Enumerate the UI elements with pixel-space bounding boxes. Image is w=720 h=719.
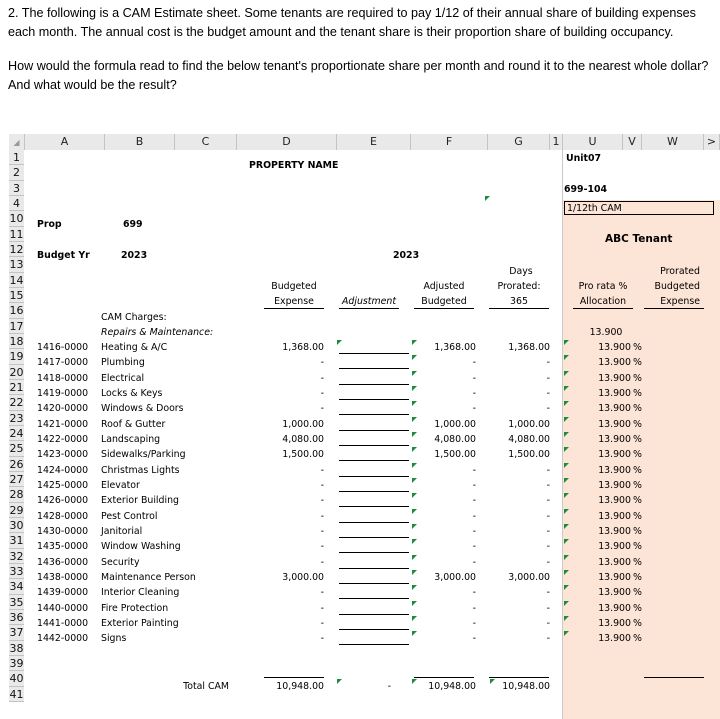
adjusted-budgeted[interactable]: - [472,464,476,476]
expense-name[interactable]: Landscaping [101,433,161,445]
cell-error-indicator [564,371,569,376]
cell-error-indicator [564,463,569,468]
expense-name[interactable]: Locks & Keys [101,387,163,399]
prorata-pct[interactable]: 13.900 [598,479,631,491]
budgeted-expense[interactable]: - [320,387,324,399]
adjusted-budgeted[interactable]: - [472,587,476,599]
budgeted-expense[interactable]: - [320,525,324,537]
budgeted-expense[interactable]: - [320,403,324,415]
prorata-pct[interactable]: 13.900 [598,510,631,522]
adjusted-budgeted[interactable]: - [472,387,476,399]
row-number[interactable]: 32 [9,549,24,563]
expense-name[interactable]: Windows & Doors [101,403,184,415]
unit-cell[interactable]: Unit07 [566,153,602,164]
prorata-pct[interactable]: 13.900 [598,342,631,353]
adjustment-cell-line [339,414,409,415]
row-number[interactable]: 27 [9,472,24,486]
row-number[interactable]: 2 [9,165,24,180]
adjusted-budgeted[interactable]: - [472,602,476,614]
prorata-pct[interactable]: 13.900 [598,587,631,599]
days-prorated[interactable]: 4,080.00 [508,433,550,445]
budgeted-expense[interactable]: 1,368.00 [282,342,324,353]
corner-cell[interactable]: ◢ [9,134,25,150]
row-number[interactable]: 36 [9,610,24,624]
column-header-u[interactable]: U [563,134,623,150]
expense-name[interactable]: Signs [101,633,127,645]
row-number[interactable]: 23 [9,411,24,425]
days-prorated[interactable]: 3,000.00 [508,571,550,583]
prorata-pct[interactable]: 13.900 [598,541,631,553]
adjusted-budgeted[interactable]: - [472,479,476,491]
gl-code[interactable]: 1428-0000 [37,510,89,522]
days-prorated[interactable]: - [546,403,550,415]
gl-code[interactable]: 1442-0000 [37,633,89,645]
column-header-e[interactable]: E [337,134,411,150]
row-number[interactable]: 38 [9,641,24,655]
total-d[interactable]: 10,948.00 [276,681,324,692]
cell-error-indicator [564,417,569,422]
adjusted-header: Adjusted [423,281,465,292]
expense-name[interactable]: Janitorial [101,525,143,537]
prorata-pct-sign: % [633,541,642,553]
column-header-a[interactable]: A [25,134,105,150]
header-underline-d [264,308,324,309]
column-header-more[interactable]: > [704,134,720,150]
cam-charges-label: CAM Charges: [101,312,167,323]
row-number[interactable]: 30 [9,518,24,532]
row-number[interactable]: 28 [9,488,24,502]
row-number[interactable]: 15 [9,288,24,302]
adjustment-cell-line [339,445,409,446]
expense-name[interactable]: Exterior Painting [101,617,179,629]
adjustment-cell-line [339,629,409,630]
cell-error-indicator [564,539,569,544]
row-number[interactable]: 29 [9,503,24,517]
days-prorated[interactable]: 1,000.00 [508,418,550,430]
tenant-name[interactable]: ABC Tenant [605,233,673,245]
cell-error-indicator [412,386,417,391]
adjusted-budgeted[interactable]: - [472,495,476,507]
prorata-pct-sign: % [633,633,642,645]
prorata-pct[interactable]: 13.900 [598,571,631,583]
prorata-pct-sign: % [633,571,642,583]
budgeted-expense[interactable]: - [320,495,324,507]
prorata-pct-sign: % [633,556,642,568]
prorata-pct[interactable]: 13.900 [598,449,631,461]
row-number[interactable]: 22 [9,396,24,410]
days-prorated[interactable]: - [546,464,550,476]
column-header-w[interactable]: W [642,134,704,150]
row-number[interactable]: 24 [9,426,24,440]
prorata-pct-sign: % [633,418,642,430]
cell-error-indicator [412,601,417,606]
total-line-g [489,677,549,678]
row-number[interactable]: 3 [9,181,24,196]
prorated-header: Prorated: [497,281,541,292]
adjusted-budgeted[interactable]: - [472,633,476,645]
adjustment-cell-line [339,568,409,569]
row-number[interactable]: 34 [9,580,24,594]
gl-code[interactable]: 1426-0000 [37,495,89,507]
cell-error-indicator [412,524,417,529]
question-paragraph-1: 2. The following is a CAM Estimate sheet. Some tenants are required to pay 1/12 of their annual share of building expenses each month. The annual cost is the budget amount and the tenant share is their proportion share of building occupancy. [8,6,696,39]
row-number[interactable]: 37 [9,626,24,640]
row-number[interactable]: 18 [9,334,24,348]
cell-error-indicator [564,355,569,360]
days-value[interactable]: 365 [510,296,528,307]
days-header: Days [509,266,533,277]
prorata-pct[interactable]: 13.900 [598,357,631,369]
prorata-pct[interactable]: 13.900 [598,433,631,445]
prorata-pct-sign: % [633,510,642,522]
cell-error-indicator [412,570,417,575]
expense-name[interactable]: Electrical [101,372,145,384]
expense-name[interactable]: Fire Protection [101,602,169,614]
expense-name[interactable]: Exterior Building [101,495,179,507]
column-header-b[interactable]: B [105,134,175,150]
cam-label-cell[interactable]: 1/12th CAM [564,201,714,215]
column-header-c[interactable]: C [175,134,237,150]
cell-error-indicator [412,509,417,514]
adjusted-budgeted[interactable]: - [472,525,476,537]
cell-error-indicator [412,371,417,376]
gl-code[interactable]: 1416-0000 [37,342,89,353]
days-prorated[interactable]: - [546,602,550,614]
budgeted-expense[interactable]: 4,080.00 [282,433,324,445]
adjustment-cell-line [339,537,409,538]
total-line-w [644,677,704,678]
prorata-pct-sign: % [633,357,642,369]
prorata-header: Pro rata % [578,281,628,292]
days-prorated[interactable]: - [546,372,550,384]
days-prorated[interactable]: 1,368.00 [508,342,550,353]
total-line-f [414,677,474,678]
gl-code[interactable]: 1425-0000 [37,479,89,491]
adjustment-cell-line [339,598,409,599]
adjustment-cell-line [339,644,409,645]
cell-error-indicator [412,493,417,498]
adjustment-cell-line [339,522,409,523]
row-number[interactable]: 11 [9,227,24,241]
sheet-separator-g [562,150,563,719]
days-prorated[interactable]: - [546,357,550,369]
adjustment-cell-line [339,384,409,385]
cell-error-indicator [564,478,569,483]
adjustment-cell-line [339,614,409,615]
adjustment-cell-line [339,460,409,461]
expense-name[interactable]: Heating & A/C [101,342,168,353]
adjusted-budgeted[interactable]: 1,368.00 [434,342,476,353]
gl-code[interactable]: 1422-0000 [37,433,89,445]
prorata-pct-sign: % [633,479,642,491]
cell-error-indicator [564,570,569,575]
row-number[interactable]: 21 [9,380,24,394]
cell-error-indicator [564,601,569,606]
gl-code[interactable]: 1424-0000 [37,464,89,476]
expense-name[interactable]: Roof & Gutter [101,418,166,430]
expense-name[interactable]: Elevator [101,479,140,491]
prorata-pct[interactable]: 13.900 [598,495,631,507]
adjusted-budgeted[interactable]: 1,000.00 [434,418,476,430]
year-header: 2023 [393,250,420,261]
prorata-pct[interactable]: 13.900 [598,387,631,399]
prorata-pct-sign: % [633,342,642,353]
column-header-1[interactable]: 1 [550,134,563,150]
budgeted-expense[interactable]: - [320,479,324,491]
row-number[interactable]: 25 [9,442,24,456]
row-number[interactable]: 20 [9,365,24,379]
cell-error-indicator [564,524,569,529]
row-number[interactable]: 35 [9,595,24,609]
budgeted-expense[interactable]: 1,000.00 [282,418,324,430]
prorata-pct[interactable]: 13.900 [598,418,631,430]
budgeted-expense[interactable]: - [320,587,324,599]
expense-header: Expense [274,296,314,307]
days-prorated[interactable]: 1,500.00 [508,449,550,461]
prorata-pct-sign: % [633,587,642,599]
row-number[interactable]: 33 [9,564,24,578]
prorata-pct-sign: % [633,464,642,476]
prorata-pct-sign: % [633,387,642,399]
expense-name[interactable]: Security [101,556,140,568]
prorata-pct-sign: % [633,602,642,614]
cell-error-indicator [412,463,417,468]
adjusted-budgeted[interactable]: 3,000.00 [434,571,476,583]
row-number[interactable]: 17 [9,319,24,333]
row-number[interactable]: 4 [9,196,24,211]
cell-error-indicator [337,340,342,345]
cell-error-indicator [412,355,417,360]
adjusted-budgeted[interactable]: - [472,510,476,522]
budgeted-expense[interactable]: - [320,357,324,369]
adjusted-budgeted[interactable]: - [472,403,476,415]
cell-error-indicator [412,432,417,437]
row-number[interactable]: 14 [9,273,24,287]
budgeted-expense[interactable]: - [320,464,324,476]
adjusted-budgeted[interactable]: - [472,617,476,629]
days-prorated[interactable]: - [546,387,550,399]
cam-spreadsheet [9,134,720,719]
total-e[interactable]: - [387,681,391,692]
header-underline-g [489,308,549,309]
gl-code[interactable]: 1436-0000 [37,556,89,568]
gl-code[interactable]: 1421-0000 [37,418,89,430]
total-f[interactable]: 10,948.00 [428,681,476,692]
cell-error-indicator [412,401,417,406]
prorata-pct-sign: % [633,495,642,507]
cell-error-indicator [564,509,569,514]
days-prorated[interactable]: - [546,556,550,568]
days-prorated[interactable]: - [546,541,550,553]
header-underline-e [339,308,399,309]
adjusted-budgeted[interactable]: 1,500.00 [434,449,476,461]
adjustment-cell-line [339,353,409,354]
adjustment-cell-line [339,476,409,477]
prorata-pct-sign: % [633,403,642,415]
days-prorated[interactable]: - [546,510,550,522]
cell-error-indicator [412,585,417,590]
prorata-pct[interactable]: 13.900 [598,525,631,537]
header-underline-w [644,308,704,309]
adjusted-budgeted[interactable]: - [472,372,476,384]
row-number[interactable]: 1 [9,150,24,165]
prorata-pct-sign: % [633,372,642,384]
cell-error-indicator [485,196,490,201]
prorata-pct[interactable]: 13.900 [598,633,631,645]
prorata-pct[interactable]: 13.900 [598,602,631,614]
prorata-pct[interactable]: 13.900 [598,464,631,476]
adjustment-cell-line [339,399,409,400]
cell-error-indicator [412,616,417,621]
budgeted-expense[interactable]: - [320,510,324,522]
budgeted-expense[interactable]: 1,500.00 [282,449,324,461]
gl-code[interactable]: 1440-0000 [37,602,89,614]
row-number[interactable]: 41 [9,687,24,701]
days-prorated[interactable]: - [546,617,550,629]
adjusted-budgeted[interactable]: - [472,556,476,568]
days-prorated[interactable]: - [546,525,550,537]
gl-code[interactable]: 1430-0000 [37,525,89,537]
adjustment-cell-line [339,368,409,369]
column-header-v[interactable]: V [623,134,642,150]
allocation-header: Allocation [579,296,627,307]
adjustment-cell-line [339,583,409,584]
expense-name[interactable]: Maintenance Person [101,571,196,583]
budgeted-expense[interactable]: - [320,602,324,614]
question-paragraph-2: How would the formula read to find the below tenant's proportionate share per month and round it to the nearest whole dollar? And what would be the result? [8,59,709,92]
cell-error-indicator [564,432,569,437]
adjustment-cell-line [339,506,409,507]
budgeted-expense[interactable]: - [320,556,324,568]
expense-name[interactable]: Window Washing [101,541,181,553]
total-label: Total CAM [183,681,229,692]
repairs-label: Repairs & Maintenance: [101,327,214,338]
total-line-d [264,677,324,678]
adjusted-budgeted-header: Budgeted [421,296,467,307]
gl-code[interactable]: 1438-0000 [37,571,89,583]
expense-header-r: Expense [660,296,700,307]
gl-code[interactable]: 1417-0000 [37,357,89,369]
prorata-pct[interactable]: 13.900 [598,617,631,629]
row-number[interactable]: 31 [9,534,24,548]
unit-code-cell[interactable]: 699-104 [564,184,608,195]
cell-error-indicator [412,539,417,544]
gl-code[interactable]: 1423-0000 [37,449,89,461]
row-number[interactable]: 39 [9,656,24,670]
total-g[interactable]: 10,948.00 [502,681,550,692]
cell-error-indicator [412,417,417,422]
row-number[interactable]: 40 [9,672,24,686]
prorata-pct[interactable]: 13.900 [598,556,631,568]
column-header-g[interactable]: G [488,134,550,150]
budgeted-expense[interactable]: - [320,372,324,384]
prorata-pct-sign: % [633,433,642,445]
prorata-pct-sign: % [633,449,642,461]
first-pct[interactable]: 13.900 [589,327,623,338]
budgeted-header: Budgeted [271,281,317,292]
budgeted-expense[interactable]: - [320,541,324,553]
prorata-pct[interactable]: 13.900 [598,403,631,415]
adjusted-budgeted[interactable]: - [472,541,476,553]
gl-code[interactable]: 1441-0000 [37,617,89,629]
cell-error-indicator [564,555,569,560]
expense-name[interactable]: Plumbing [101,357,145,369]
row-number[interactable]: 12 [9,242,24,256]
row-number[interactable]: 19 [9,350,24,364]
days-prorated[interactable]: - [546,495,550,507]
prorata-pct[interactable]: 13.900 [598,372,631,384]
budgeted-expense[interactable]: 3,000.00 [282,571,324,583]
budget-yr-value[interactable]: 2023 [121,250,148,261]
prop-value[interactable]: 699 [123,219,143,230]
budgeted-expense[interactable]: - [320,617,324,629]
cell-error-indicator [412,447,417,452]
days-prorated[interactable]: - [546,479,550,491]
days-prorated[interactable]: - [546,587,550,599]
column-header-f[interactable]: F [411,134,488,150]
expense-name[interactable]: Christmas Lights [101,464,180,476]
row-number[interactable]: 26 [9,457,24,471]
gl-code[interactable]: 1435-0000 [37,541,89,553]
cell-error-indicator [564,631,569,636]
adjusted-budgeted[interactable]: - [472,357,476,369]
cell-error-indicator [412,631,417,636]
adjustment-header: Adjustment [342,296,396,307]
question-text [8,4,714,95]
adjusted-budgeted[interactable]: 4,080.00 [434,433,476,445]
cell-error-indicator [412,340,417,345]
header-underline-f [414,308,474,309]
row-number[interactable]: 10 [9,212,24,226]
cell-error-indicator [564,585,569,590]
cell-error-indicator [564,401,569,406]
row-number[interactable]: 16 [9,304,24,318]
prorated-header-r: Prorated [660,266,700,277]
gl-code[interactable]: 1419-0000 [37,387,89,399]
gl-code[interactable]: 1439-0000 [37,587,89,599]
budgeted-header-r: Budgeted [654,281,700,292]
cell-error-indicator [564,386,569,391]
adjustment-cell-line [339,552,409,553]
cell-error-indicator [564,340,569,345]
adjustment-cell-line [339,491,409,492]
prop-label: Prop [37,219,62,230]
days-prorated[interactable]: - [546,633,550,645]
property-name-cell[interactable]: PROPERTY NAME [249,160,339,171]
column-header-d[interactable]: D [237,134,337,150]
expense-name[interactable]: Sidewalks/Parking [101,449,186,461]
cell-error-indicator [564,493,569,498]
gl-code[interactable]: 1420-0000 [37,403,89,415]
cell-error-indicator [564,616,569,621]
budget-yr-label: Budget Yr [37,250,90,261]
header-underline-u [573,308,633,309]
row-number[interactable]: 13 [9,258,24,272]
expense-name[interactable]: Pest Control [101,510,158,522]
prorata-pct-sign: % [633,525,642,537]
cell-error-indicator [412,478,417,483]
cell-error-indicator [412,555,417,560]
budgeted-expense[interactable]: - [320,633,324,645]
expense-name[interactable]: Interior Cleaning [101,587,180,599]
gl-code[interactable]: 1418-0000 [37,372,89,384]
prorata-pct-sign: % [633,617,642,629]
adjustment-cell-line [339,430,409,431]
cell-error-indicator [564,447,569,452]
